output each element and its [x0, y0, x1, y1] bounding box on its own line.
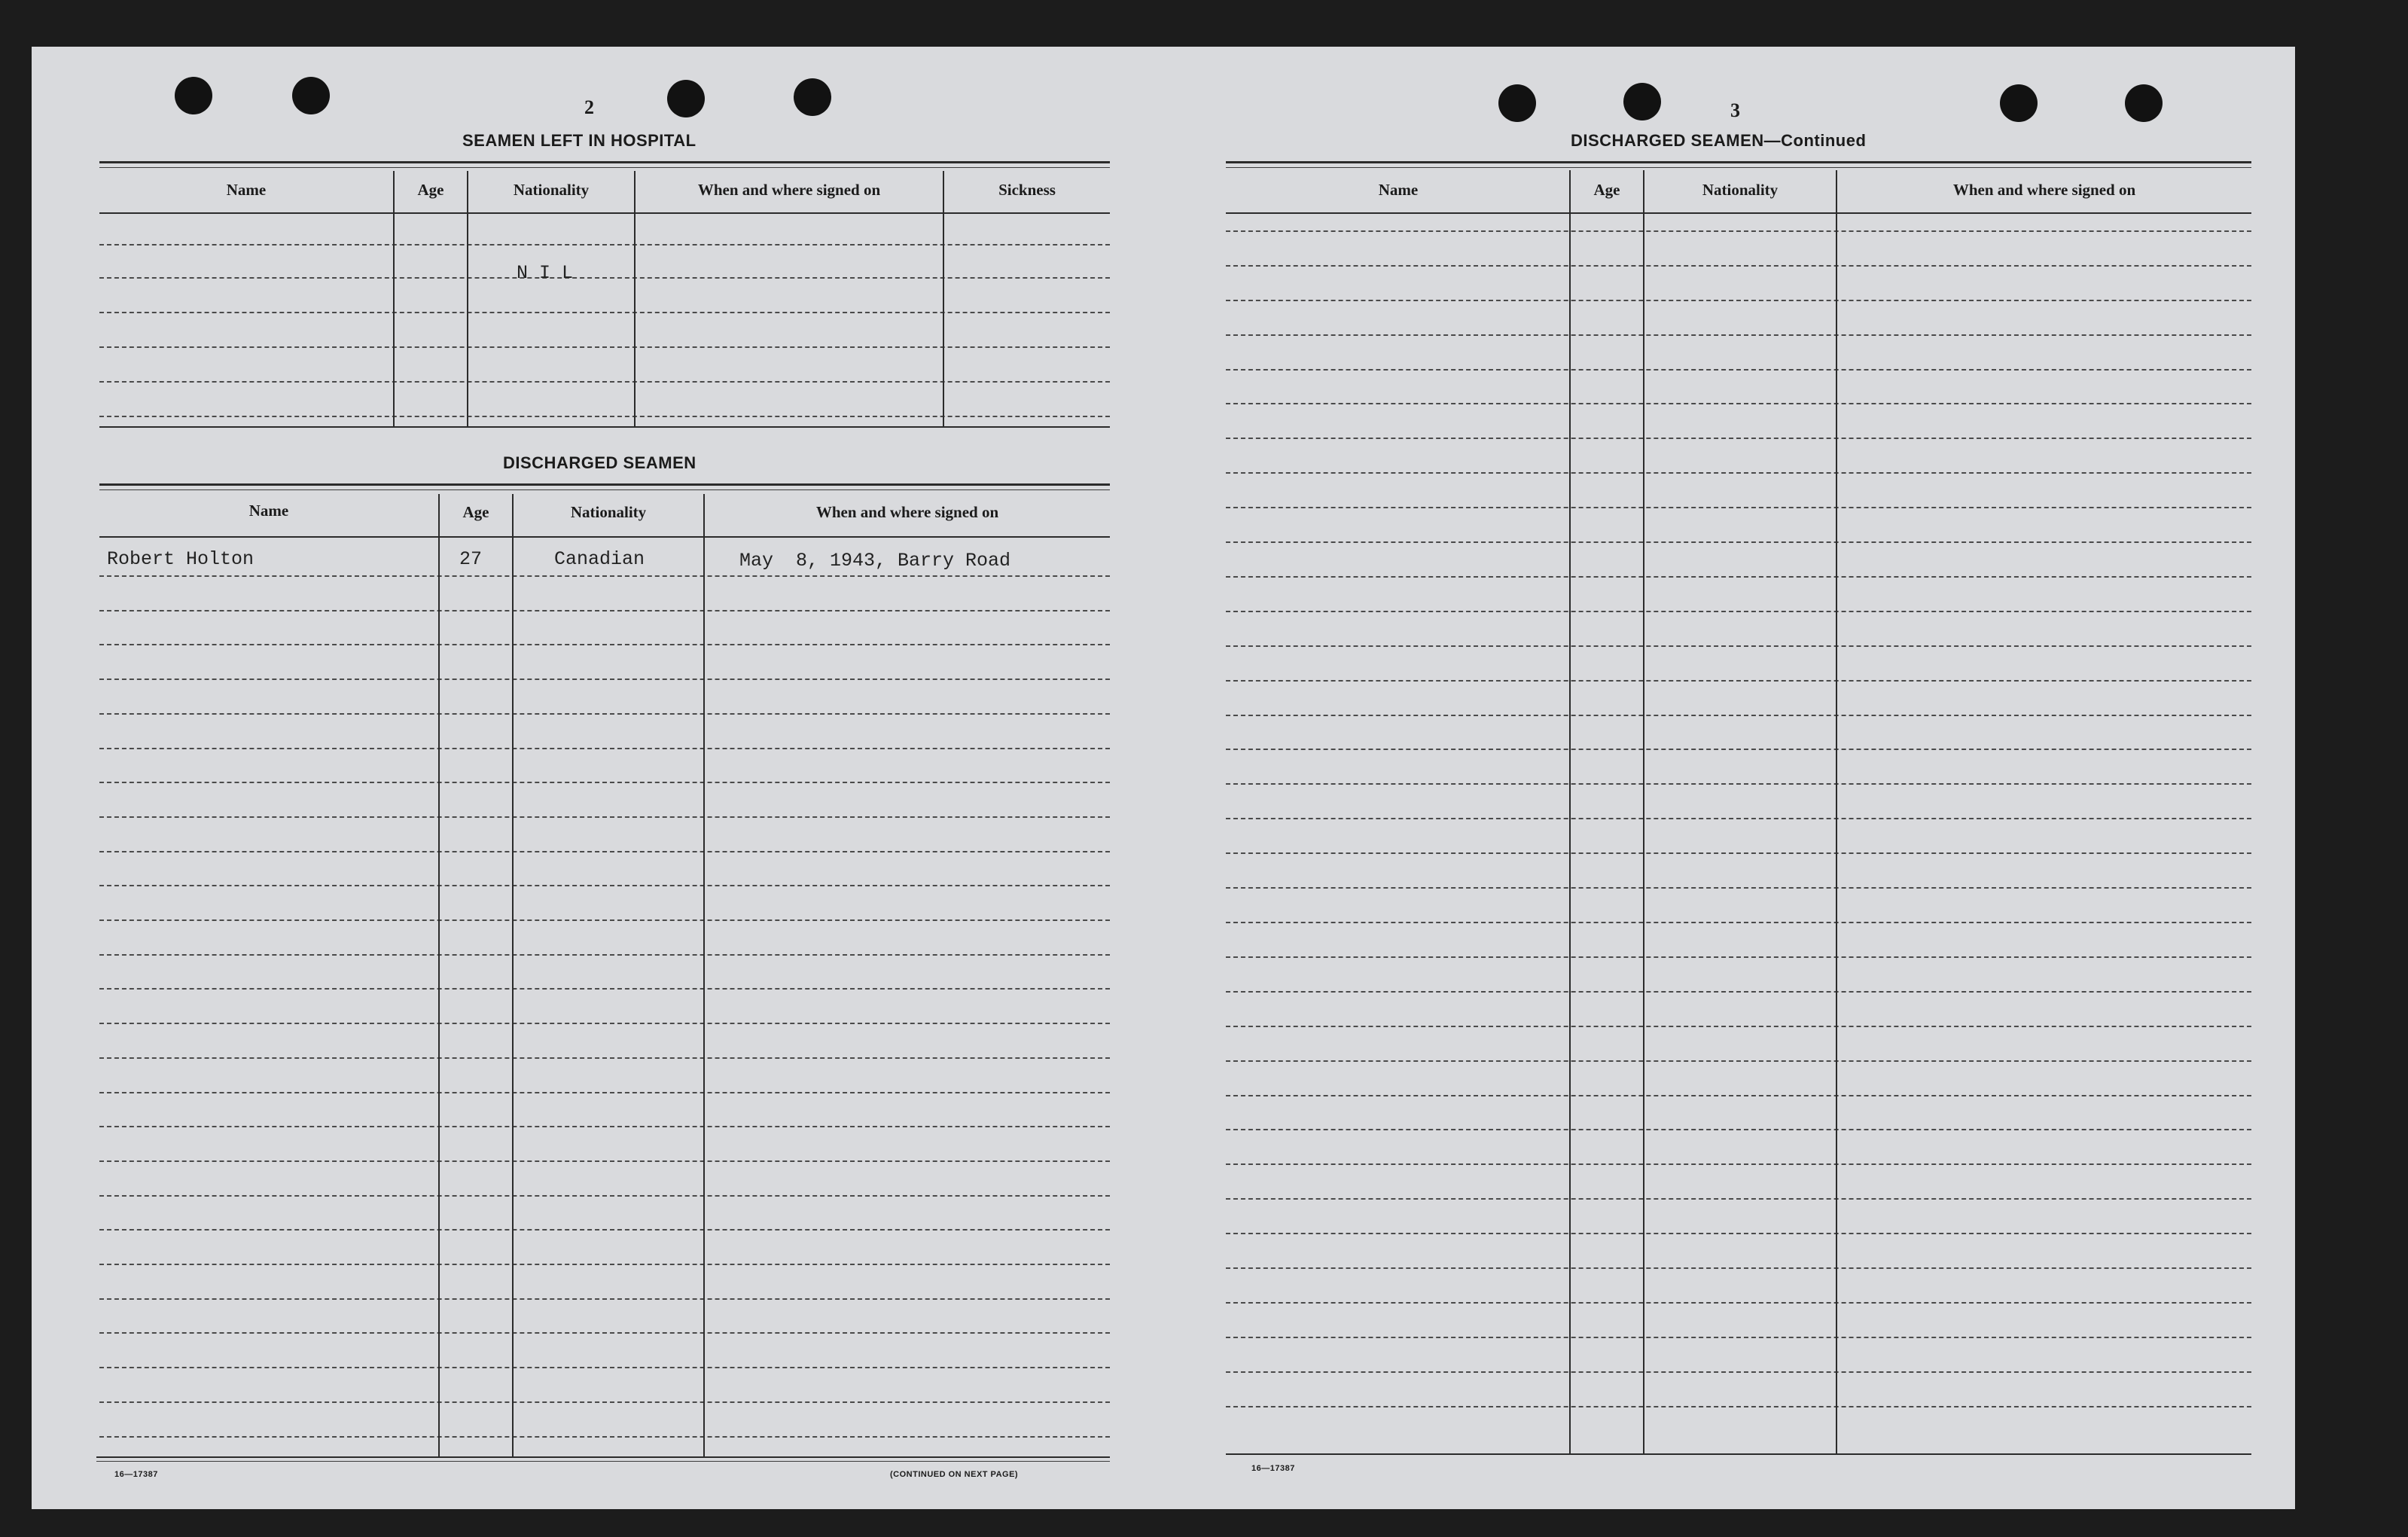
- right-header-signed-on: When and where signed on: [1952, 181, 2136, 199]
- hospital-section-title: SEAMEN LEFT IN HOSPITAL: [462, 131, 696, 150]
- right-row-line: [1226, 472, 2251, 474]
- discharged-row-line: [99, 816, 1110, 818]
- discharged-row-line: [99, 885, 1110, 886]
- discharged-row-line: [99, 1367, 1110, 1368]
- discharged-row-1-name: Robert Holton: [107, 548, 255, 570]
- hospital-header-rule: [99, 212, 1110, 214]
- right-header-name: Name: [1378, 181, 1419, 199]
- punch-hole: [292, 77, 330, 114]
- punch-hole: [1623, 83, 1661, 120]
- discharged-row-line: [99, 782, 1110, 783]
- right-row-line: [1226, 1371, 2251, 1373]
- right-row-line: [1226, 887, 2251, 889]
- page-number-right: 3: [1730, 99, 1740, 121]
- hospital-col-divider: [393, 171, 395, 427]
- right-col-divider: [1569, 170, 1571, 1453]
- right-top-rule: [1226, 161, 2251, 163]
- discharged-section-title: DISCHARGED SEAMEN: [503, 453, 696, 472]
- right-row-line: [1226, 1267, 2251, 1269]
- hospital-row-line: [99, 277, 1110, 279]
- discharged-header-rule: [99, 536, 1110, 538]
- punch-hole: [2000, 84, 2038, 122]
- discharged-top-rule-thin: [99, 489, 1110, 490]
- discharged-top-rule: [99, 483, 1110, 486]
- discharged-row-line: [99, 1092, 1110, 1093]
- right-header-rule: [1226, 212, 2251, 214]
- right-row-line: [1226, 265, 2251, 267]
- discharged-bottom-rule: [96, 1456, 1110, 1458]
- page-number-left: 2: [584, 96, 594, 118]
- right-row-line: [1226, 783, 2251, 785]
- right-header-nationality: Nationality: [1702, 181, 1779, 199]
- discharged-row-line: [99, 1436, 1110, 1438]
- discharged-row-line: [99, 748, 1110, 749]
- discharged-row-line: [99, 575, 1110, 577]
- right-row-line: [1226, 1026, 2251, 1027]
- hospital-top-rule: [99, 161, 1110, 163]
- discharged-row-line: [99, 919, 1110, 921]
- hospital-top-rule-thin: [99, 167, 1110, 168]
- hospital-col-divider: [634, 171, 636, 427]
- discharged-col-divider: [438, 494, 440, 1456]
- hospital-header-nationality: Nationality: [513, 181, 590, 199]
- discharged-row-1-age: 27: [459, 548, 483, 570]
- discharged-row-line: [99, 1126, 1110, 1127]
- right-row-line: [1226, 1095, 2251, 1096]
- right-row-line: [1226, 611, 2251, 612]
- discharged-row-1-signed-on: May 8, 1943, Barry Road: [739, 550, 1011, 572]
- discharged-row-line: [99, 1057, 1110, 1059]
- right-row-line: [1226, 403, 2251, 404]
- punch-hole: [175, 77, 212, 114]
- right-row-line: [1226, 1060, 2251, 1062]
- punch-hole: [1498, 84, 1536, 122]
- hospital-header-name: Name: [226, 181, 267, 199]
- discharged-header-age: Age: [462, 503, 489, 521]
- discharged-row-line: [99, 644, 1110, 645]
- discharged-row-line: [99, 1401, 1110, 1403]
- discharged-col-divider: [703, 494, 705, 1456]
- discharged-row-line: [99, 1264, 1110, 1265]
- right-row-line: [1226, 1163, 2251, 1165]
- discharged-row-line: [99, 988, 1110, 990]
- hospital-nil-entry: N I L: [517, 262, 574, 284]
- discharged-row-line: [99, 610, 1110, 611]
- right-top-rule-thin: [1226, 167, 2251, 168]
- right-row-line: [1226, 680, 2251, 682]
- discharged-header-signed-on: When and where signed on: [815, 503, 999, 521]
- form-number-right: 16—17387: [1251, 1464, 1295, 1473]
- right-row-line: [1226, 1198, 2251, 1200]
- right-row-line: [1226, 507, 2251, 508]
- right-header-age: Age: [1593, 181, 1620, 199]
- hospital-row-line: [99, 346, 1110, 348]
- continued-note: (CONTINUED ON NEXT PAGE): [890, 1470, 1019, 1479]
- discharged-row-line: [99, 1229, 1110, 1231]
- discharged-row-line: [99, 1023, 1110, 1024]
- hospital-row-line: [99, 312, 1110, 313]
- right-section-title: DISCHARGED SEAMEN—Continued: [1571, 131, 1867, 150]
- hospital-row-line: [99, 244, 1110, 245]
- right-row-line: [1226, 541, 2251, 543]
- discharged-row-line: [99, 1160, 1110, 1162]
- discharged-bottom-rule-thin: [96, 1461, 1110, 1462]
- right-row-line: [1226, 715, 2251, 716]
- hospital-header-signed-on: When and where signed on: [697, 181, 881, 199]
- hospital-row-line: [99, 381, 1110, 383]
- discharged-row-line: [99, 713, 1110, 715]
- right-row-line: [1226, 300, 2251, 301]
- discharged-row-line: [99, 954, 1110, 956]
- form-number-left: 16—17387: [114, 1470, 158, 1479]
- punch-hole: [794, 78, 831, 116]
- punch-hole: [2125, 84, 2163, 122]
- discharged-header-name: Name: [248, 502, 289, 520]
- discharged-col-divider: [512, 494, 514, 1456]
- right-row-line: [1226, 1129, 2251, 1130]
- right-row-line: [1226, 369, 2251, 371]
- discharged-row-line: [99, 1332, 1110, 1334]
- discharged-row-line: [99, 851, 1110, 852]
- right-row-line: [1226, 1406, 2251, 1407]
- right-row-line: [1226, 852, 2251, 854]
- hospital-bottom-rule: [99, 426, 1110, 428]
- discharged-row-line: [99, 1195, 1110, 1197]
- hospital-header-age: Age: [417, 181, 444, 199]
- right-row-line: [1226, 991, 2251, 993]
- form-sheet: [32, 47, 2295, 1509]
- hospital-col-divider: [943, 171, 944, 427]
- right-row-line: [1226, 645, 2251, 647]
- discharged-row-line: [99, 1298, 1110, 1300]
- discharged-header-nationality: Nationality: [570, 503, 647, 521]
- right-row-line: [1226, 1302, 2251, 1304]
- hospital-col-divider: [467, 171, 468, 427]
- right-row-line: [1226, 749, 2251, 750]
- right-row-line: [1226, 230, 2251, 232]
- right-row-line: [1226, 576, 2251, 578]
- right-bottom-rule: [1226, 1453, 2251, 1455]
- right-row-line: [1226, 1337, 2251, 1338]
- right-col-divider: [1836, 170, 1837, 1453]
- punch-hole: [667, 80, 705, 117]
- right-row-line: [1226, 438, 2251, 439]
- right-col-divider: [1643, 170, 1644, 1453]
- right-row-line: [1226, 1233, 2251, 1234]
- hospital-header-sickness: Sickness: [998, 181, 1056, 199]
- right-row-line: [1226, 922, 2251, 923]
- hospital-row-line: [99, 416, 1110, 417]
- right-row-line: [1226, 956, 2251, 958]
- right-row-line: [1226, 818, 2251, 819]
- discharged-row-1-nationality: Canadian: [554, 548, 645, 570]
- right-row-line: [1226, 334, 2251, 336]
- discharged-row-line: [99, 679, 1110, 680]
